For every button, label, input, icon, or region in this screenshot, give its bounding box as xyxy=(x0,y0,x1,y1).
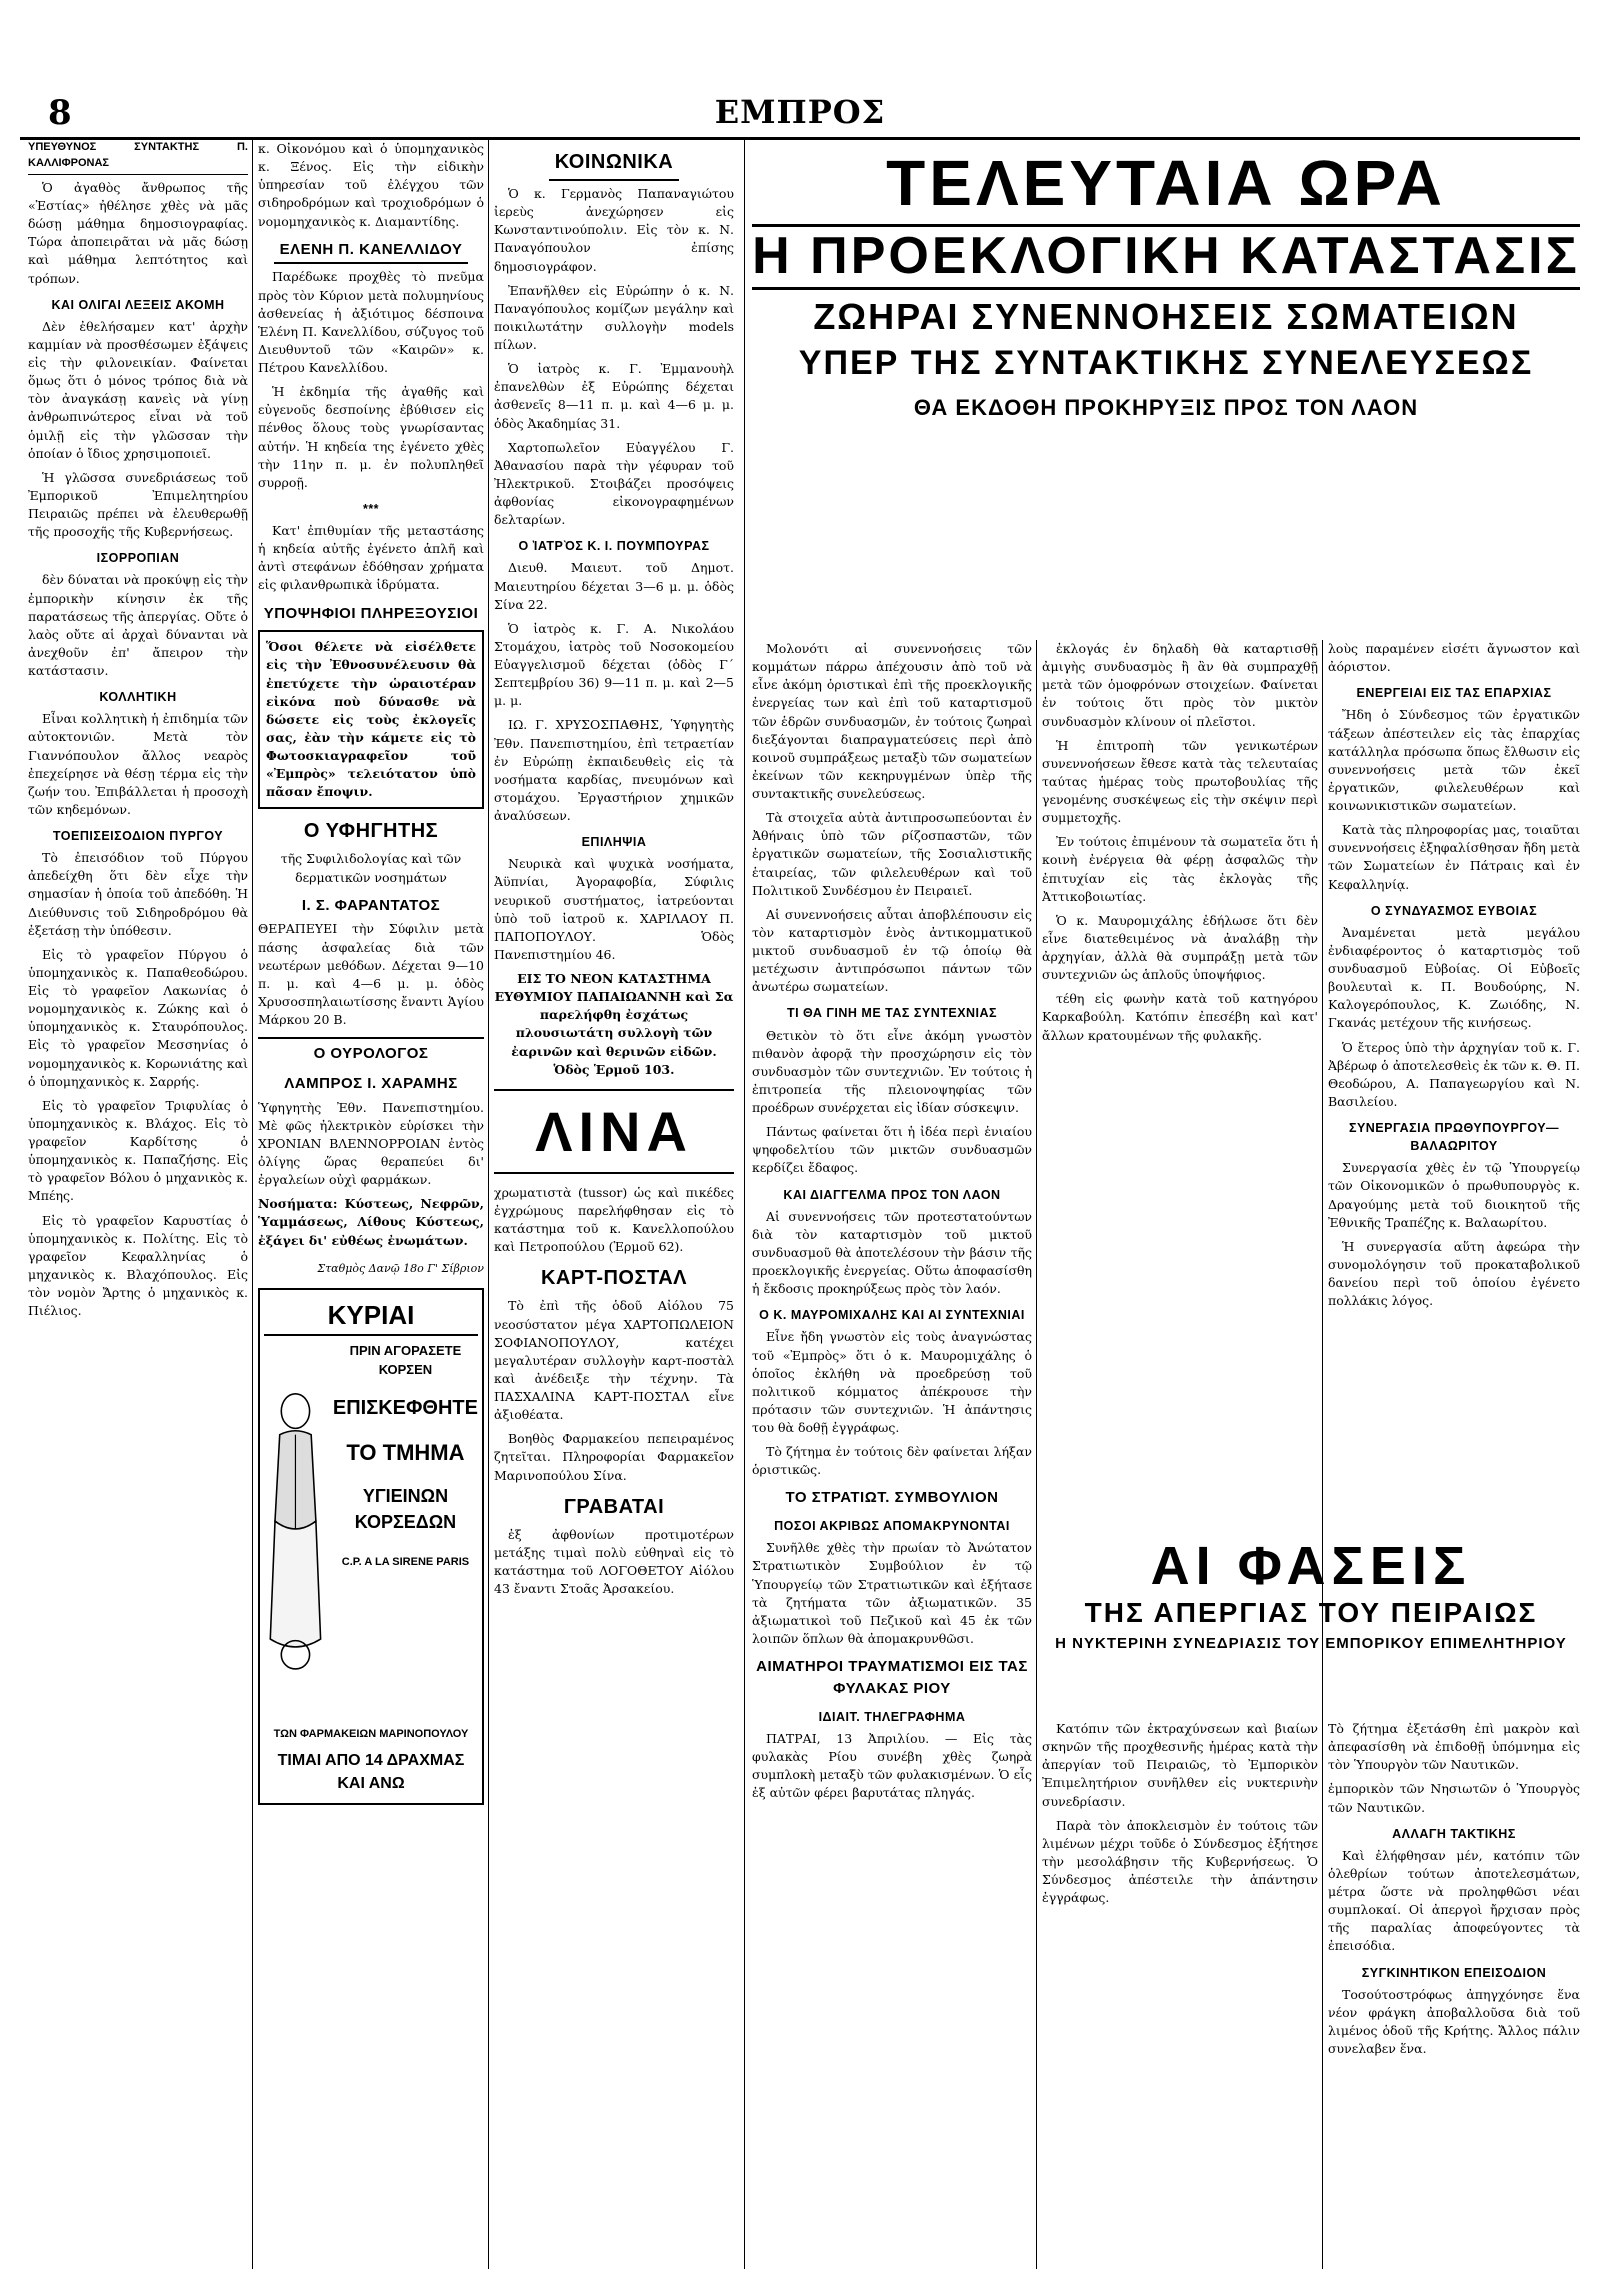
article-paragraph: Εἰς τὸ γραφεῖον Πύργου ὁ ὑπομηχανικὸς κ. Παπαθεοδώρου. Εἰς τὸ γραφεῖον Λακωνίας ὁ νομομηχανικὸς κ. Ζώκης καὶ ὁ ὑπομηχανικὸς κ. Σταυρόπουλος. Εἰς τὸ γραφεῖον Μεσσηνίας ὁ νομομηχανικὸς κ. Κορωνιάτης καὶ ὁ ὑπομηχανικὸς κ. Σαρρής. xyxy=(28,946,248,1089)
article-paragraph: Αἱ συνεννοήσεις τῶν προτεστατούντων διὰ τὸν καταρτισμὸν τοῦ μικτοῦ συνδυασμοῦ θὰ ἀποτελέσουν τὴν βάσιν τῆς προεκλογικῆς ἐνεργείας. Οὕτω ἀποφασίσθη ἡ ἔκδοσις προκηρύξεως πρὸς τὸν λαόν. xyxy=(752,1208,1032,1297)
article-paragraph: Παρὰ τὸν ἀποκλεισμὸν ἐν τούτοις τῶν λιμένων μέχρι τοῦδε ὁ Σύνδεσμος ἐξήτησε τὴν μεσολάβησιν τῆς Κυβερνήσεως. Ὁ Σύνδεσμος ἀπέστειλε τὴν ἀπάντησιν ἐγγράφως. xyxy=(1042,1817,1318,1906)
article-paragraph: χρωματιστὰ (tussor) ὡς καὶ πικέδες ἐγχρώμους παρελήφθησαν εἰς τὸ κατάστημα τοῦ κ. Κανελλοπούλου καὶ Πετροπούλου (Ἑρμοῦ 62). xyxy=(494,1184,734,1255)
ad-body xyxy=(264,1339,478,1719)
ad-box xyxy=(258,630,484,809)
article-paragraph: ἐκλογάς ἐν δηλαδὴ θὰ καταρτισθῇ ἀμιγὴς συνδυασμὸς ἢ ἂν θὰ συμπραχθῇ μετὰ τῶν ὁμοφρόνων στοιχείων. Φαίνεται ἐν τούτοις ὅτι πρὸς τὸν μικτὸν συνδυασμὸν κλίνουν οἱ πλεῖστοι. xyxy=(1042,641,1318,729)
article-paragraph: Ὁ ἀγαθὸς ἄνθρωπος τῆς «Ἑστίας» ἠθέλησε χθὲς νὰ μᾶς δώσῃ μάθημα δημοσιογραφίας. Τώρα ἀποπειρᾶται νὰ μᾶς δώσῃ καὶ μάθημα λεπτότητος καὶ τρόπων. xyxy=(28,179,248,286)
section-heading: ΣΥΝΕΡΓΑΣΙΑ ΠΡΩΘΥΠΟΥΡΓΟΥ—ΒΑΛΑΩΡΙΤΟΥ xyxy=(1348,1121,1560,1154)
section-heading xyxy=(258,239,484,265)
article-paragraph: Ἤδη ὁ Σύνδεσμος τῶν ἐργατικῶν τάξεων ἀπέστειλεν εἰς τὰς ἐπαρχίας κατάλληλα πρόσωπα ὅπως ἔλθωσιν εἰς συνεννοήσεις μετὰ τῶν ἐκεῖ ἐργατικῶν, φιλελευθέρων καὶ κοινωνικιστικῶν σωματείων. xyxy=(1328,707,1580,813)
section-heading: ΚΟΛΛΗΤΙΚΗ xyxy=(99,690,177,705)
article-paragraph: Κατ' ἐπιθυμίαν τῆς μεταστάσης ἡ κηδεία αὐτῆς ἐγένετο ἁπλῆ καὶ ἀντὶ στεφάνων ἐδόθησαν χρήματα εἰς φιλανθρωπικὰ ἱδρύματα. xyxy=(258,523,484,593)
section-heading: ΚΑΙ ΔΙΑΓΓΕΛΜΑ ΠΡΟΣ ΤΟΝ ΛΑΟΝ xyxy=(783,1187,1001,1202)
article-paragraph: Τοσούτοστρόφως ἀπηγχόνησε ἕνα νέον φράγκη ἀποβαλλοῦσα διὰ τοῦ λιμένος ὁδοῦ τῆς Κρήτης. Ἄλλος πάλιν συνελαβεν ἕνα. xyxy=(1328,1986,1580,2056)
section-heading: ΕΝΕΡΓΕΙΑΙ ΕΙΣ ΤΑΣ ΕΠΑΡΧΙΑΣ xyxy=(1356,686,1552,701)
ad-line: ΠΡΙΝ ΑΓΟΡΑΣΕΤΕ ΚΟΡΣΕΝ xyxy=(349,1343,462,1378)
article-paragraph: Συνεργασία χθὲς ἐν τῷ Ὑπουργείῳ τῶν Οἰκονομικῶν ὁ πρωθυπουργὸς κ. Δραγούμης μετὰ τοῦ διοικητοῦ τῆς Ἐθνικῆς Τραπέζης κ. Βαλαωρίτου. xyxy=(1328,1160,1580,1230)
article-paragraph: Ὑφηγητὴς Ἐθν. Πανεπιστημίου. Μὲ φῶς ἠλεκτρικὸν εὑρίσκει τὴν ΧΡΟΝΙΑΝ ΒΛΕΝΝΟΡΡΟΙΑΝ ἐντὸς ὀλίγης ὥρας θεραπεύει δι' ἐργαλείων οὐχὶ φαρμάκων. xyxy=(258,1099,484,1188)
ad-line: ΥΓΙΕΙΝΩΝ ΚΟΡΣΕΔΩΝ xyxy=(354,1485,457,1532)
article-paragraph: Ὁ κ. Μαυρομιχάλης ἐδήλωσε ὅτι δὲν εἶνε διατεθειμένος νὰ ἀναλάβῃ τὴν ἀρχηγίαν, ἀλλὰ θὰ συμπράξῃ μετὰ τῶν συντεχνιῶν ὡς ἁπλοῦς ὑποψήφιος. xyxy=(1042,912,1318,983)
article-paragraph: Ὁ ἰατρὸς κ. Γ. Ἐμμανουὴλ ἐπανελθὼν ἐξ Εὐρώπης δέχεται ἀσθενεῖς 8—11 π. μ. καὶ 4—6 μ. μ. ὁδὸς Ἀκαδημίας 31. xyxy=(494,361,734,431)
article-paragraph: ἐξ ἀφθονίων προτιμοτέρων μετάξης τιμαὶ πολὺ εὐθηναὶ εἰς τὸ κατάστημα τοῦ ΛΟΓΟΘΕΤΟΥ Αἰόλου 43 ἔναντι Στοᾶς Ἀρσακείου. xyxy=(494,1526,734,1597)
social-heading: ΚΟΙΝΩΝΙΚΑ xyxy=(549,148,680,181)
column-5-lower xyxy=(1042,1720,1318,2269)
article-paragraph: Παρέδωκε προχθὲς τὸ πνεῦμα πρὸς τὸν Κύριον μετὰ πολυμηνίους ἀσθενείας ἡ ἀξιότιμος δέσποινα Ἑλένη Π. Κανελλίδου, σύζυγος τοῦ Διευθυντοῦ τῶν «Καιρῶν» κ. Πέτρου Κανελλίδου. xyxy=(258,269,484,375)
doctor-name: ΛΑΜΠΡΟΣ Ι. ΧΑΡΑΜΗΣ xyxy=(284,1074,458,1092)
section-heading: ΙΣΟΡΡΟΠΙΑΝ xyxy=(96,551,180,566)
headline-line: ΥΠΕΡ ΤΗΣ ΣΥΝΤΑΚΤΙΚΗΣ ΣΥΝΕΛΕΥΣΕΩΣ xyxy=(798,344,1534,383)
article-paragraph: ἐμπορικὸν τῶν Νησιωτῶν ὁ Ὑπουργὸς τῶν Ναυτικῶν. xyxy=(1328,1781,1580,1815)
masthead xyxy=(20,95,1580,140)
section-heading: ΑΛΛΑΓΗ ΤΑΚΤΙΚΗΣ xyxy=(1392,1826,1516,1841)
article-paragraph: Τὸ ἐπεισόδιον τοῦ Πύργου ἀπεδείχθη ὅτι δὲν εἶχε τὴν σημασίαν ἡ ὁποία τοῦ ἀπεδόθη. Ἡ Διεύθυνσις τοῦ Σιδηροδρόμου θὰ ἐξετάσῃ τὴν ὑπόθεσιν. xyxy=(28,850,248,938)
headline-line: ΘΑ ΕΚΔΟΘΗ ΠΡΟΚΗΡΥΞΙΣ ΠΡΟΣ ΤΟΝ ΛΑΟΝ xyxy=(913,395,1419,421)
doctor-name: Ο ἸΑΤΡῸΣ Κ. Ι. ΠΟΥΜΠΟΥΡΑΣ xyxy=(518,539,710,554)
article-paragraph: Νοσήματα: Κύστεως, Νεφρῶν, Ὑαμμάσεως, Λίθους Κύστεως, ἐξάγει δι' εὐθέως ἐνωμάτων. xyxy=(258,1196,484,1248)
article-paragraph: ΙΩ. Γ. ΧΡΥΣΟΣΠΑΘΗΣ, Ὑφηγητὴς Ἐθν. Πανεπιστημίου, ἐπὶ τετραετίαν ἐν Εὐρώπῃ ἐκπαιδευθεὶς εἰς τὰ νοσήματα καρδίας, πνευμόνων καὶ στομάχου. Ἐργαστήριον χημικῶν ἀναλύσεων. xyxy=(494,717,734,823)
article-paragraph: Ὁ ἔτερος ὑπὸ τὴν ἀρχηγίαν τοῦ κ. Γ. Ἀβέρωφ ὁ ἀποτελεσθεὶς ἐκ τῶν κ. Θ. Π. Θεοδώρου, Α. Παπαγεωργίου καὶ Ν. Βασιλείου. xyxy=(1328,1039,1580,1109)
column-3 xyxy=(494,140,734,2269)
section-heading: Ο ΟΥΡΟΛΟΓΟΣ xyxy=(258,1037,484,1065)
section-heading xyxy=(494,148,734,181)
page-number: 8 xyxy=(48,93,72,133)
article-paragraph: ΠΑΤΡΑΙ, 13 Ἀπριλίου. — Εἰς τὰς φυλακὰς Ρίου συνέβη χθὲς ζωηρὰ συμπλοκὴ μεταξὺ τῶν φυλακισμένων. Ὁ εἷς ἐξ αὐτῶν φέρει βαρυτάτας πληγάς. xyxy=(752,1730,1032,1800)
article-paragraph: Ἡ συνεργασία αὕτη ἀφεώρα τὴν συνομολόγησιν τοῦ προκαταβολικοῦ δανείου περὶ τοῦ ὁποίου ἐγένετο πολλάκις λόγος. xyxy=(1328,1238,1580,1309)
obituary-heading: ΕΛΕΝΗ Π. ΚΑΝΕΛΛΙΔΟΥ xyxy=(274,239,469,265)
article-paragraph: Κατὰ τὰς πληροφορίας μας, τοιαῦται συνεννοήσεις ἐξηφαλίσθησαν ἤδη μετὰ τῶν Σωματείων ἐν Πάτραις καὶ ἐν Κεφαλληνίᾳ. xyxy=(1328,822,1580,892)
article-paragraph: Διευθ. Μαιευτ. τοῦ Δημοτ. Μαιευτηρίου δέχεται 3—6 μ. μ. ὁδὸς Σίνα 22. xyxy=(494,560,734,612)
article-paragraph: Μολονότι αἱ συνεννοήσεις τῶν κομμάτων πάρρω ἀπέχουσιν ἀπὸ τοῦ νὰ εἶνε ἀκόμη ὁριστικαὶ ἐπὶ τῆς προεκλογικῆς ἐνεργείας των καὶ ἐπὶ τοῦ καταρτισμοῦ τῶν ἑδρῶν συνδυασμῶν, ἐν τούτοις ζωηραὶ διεξάγονται διαπραγματεύσεις περὶ ἀπὸ κοινοῦ συμπράξεως μεταξὺ τῶν σωματείων ἐκείνων τῶν κεκηρυγμένων ὑπὲρ τῆς συντακτικῆς συνελεύσεως. xyxy=(752,641,1032,801)
main-headline xyxy=(752,140,1580,421)
article-paragraph: τῆς Συφιλιδολογίας καὶ τῶν δερματικῶν νοσημάτων xyxy=(280,851,462,885)
article-paragraph: Ὁ ἰατρὸς κ. Γ. Α. Νικολάου Στομάχου, ἰατρὸς τοῦ Νοσοκομείου Εὐαγγελισμοῦ δέχεται (ὁδὸς Γ΄ Σεπτεμβρίου 36) 9—11 π. μ. καὶ 2—5 μ. μ. xyxy=(494,620,734,709)
headline-line: ΖΩΗΡΑΙ ΣΥΝΕΝΝΟΗΣΕΙΣ ΣΩΜΑΤΕΙΩΝ xyxy=(813,296,1519,338)
section-heading: ΣΥΓΚΙΝΗΤΙΚΟΝ ΕΠΕΙΣΟΔΙΟΝ xyxy=(1361,1965,1547,1980)
section-heading: Ο ΥΦΗΓΗΤΗΣ xyxy=(303,820,439,843)
ad-line: ΕΠΙΣΚΕΦΘΗΤΕ xyxy=(332,1396,478,1419)
headline-line: ΑΙ ΦΑΣΕΙΣ xyxy=(1150,1536,1472,1596)
section-heading: ΤΙ ΘΑ ΓΙΝΗ ΜΕ ΤΑΣ ΣΥΝΤΕΧΝΙΑΣ xyxy=(786,1006,998,1021)
article-paragraph: Χαρτοπωλεῖον Εὐαγγέλου Γ. Ἀθανασίου παρὰ τὴν γέφυραν τοῦ Ἠλεκτρικοῦ. Στοιβάζει προσόψεις ἀφθονίας εἰκονογραφημένων δελταρίων. xyxy=(494,439,734,528)
section-subheading: ΠΟΣΟΙ ΑΚΡΙΒΩΣ ΑΠΟΜΑΚΡΥΝΟΝΤΑΙ xyxy=(774,1519,1010,1534)
article-paragraph: Ἡ ἐπιτροπὴ τῶν γενικωτέρων συνεννοήσεων ἔθεσε κατὰ τὰς τελευταίας ταύτας ἡμέρας τοὺς πρωτοβουλίας τῆς γενομένης συσκέψεως εἰς τὴν σκέψιν περὶ συμμετοχῆς. xyxy=(1042,737,1318,826)
article-paragraph: Θετικὸν τὸ ὅτι εἶνε ἀκόμη γνωστὸν πιθανὸν ἀφορᾷ τὴν προσχώρησιν εἰς τὸν συνδυασμὸν τῶν συντεχνιῶν. Ἐν τούτοις ἡ ἐπιτροπεία τῆς πλειονοψηφίας τῶν προέδρων συνέρχεται εἰς ἰδίαν σύσκεψιν. xyxy=(752,1027,1032,1115)
article-paragraph: δὲν δύναται νὰ προκύψῃ εἰς τὴν ἐμπορικὴν κίνησιν ἐκ τῆς παρατάσεως τῆς ἀπεργίας. Οὔτε ὁ λαὸς οὔτε αἱ ἀρχαὶ δύνανται νὰ ἀνεχθοῦν ἐπ' ἄπειρον τὴν κατάστασιν. xyxy=(28,572,248,678)
article-paragraph: Τὸ ἐπὶ τῆς ὁδοῦ Αἰόλου 75 νεοσύστατον μέγα ΧΑΡΤΟΠΩΛΕΙΟΝ ΣΟΦΙΑΝΟΠΟΥΛΟΥ, κατέχει μεγαλυτέραν συλλογὴν καρτ-ποστὰλ καὶ ἀνέδειξε τὴν τέχνην. Τὰ ΠΑΣΧΑΛΙΝΑ ΚΑΡΤ-ΠΟΣΤΑΛ εἶνε ἀξιοθέατα. xyxy=(494,1298,734,1423)
paper-name: ΕΜΠΡΟΣ xyxy=(714,93,886,131)
article-paragraph: κ. Οἰκονόμου καὶ ὁ ὑπομηχανικὸς κ. Ξένος. Εἰς τὴν εἰδικὴν ὑπηρεσίαν τοῦ ἐλέγχου τῶν σιδηροδρόμων καὶ τροχιοδρόμων ὁ νομομηχανικὸς κ. Διαμαντίδης. xyxy=(258,141,484,229)
article-paragraph: Ἡ γλῶσσα συνεδριάσεως τοῦ Ἐμπορικοῦ Ἐπιμελητηρίου Πειραιῶς πρέπει νὰ ἐλευθερωθῇ τῆς προσοχῆς τῆς Κυβερνήσεως. xyxy=(28,469,248,540)
headline-line: Η ΝΥΚΤΕΡΙΝΗ ΣΥΝΕΔΡΙΑΣΙΣ ΤΟΥ ΕΜΠΟΡΙΚΟΥ ΕΠΙΜΕΛΗΤΗΡΙΟΥ xyxy=(1055,1635,1567,1652)
column-1 xyxy=(28,140,248,2269)
section-heading: Ο Κ. ΜΑΥΡΟΜΙΧΑΛΗΣ ΚΑΙ ΑΙ ΣΥΝΤΕΧΝΙΑΙ xyxy=(759,1308,1025,1323)
section-heading: ΚΑΡΤ-ΠΟΣΤΑΛ xyxy=(540,1267,688,1290)
doctor-name: Ι. Σ. ΦΑΡΑΝΤΑΤΟΣ xyxy=(301,896,441,914)
article-paragraph: Συνῆλθε χθὲς τὴν πρωίαν τὸ Ἀνώτατον Στρατιωτικὸν Συμβούλιον ἐν τῷ Ὑπουργείῳ τῶν Στρατιωτικῶν καὶ ἐξήτασε τὰ ζητήματα τῶν ἀξιωματικῶν. 35 ἀξιωματικοὶ τοῦ Πεζικοῦ καὶ 45 ἐκ τῶν λοιπῶν ὅπλων θὰ ἀπομακρυνθῶσι. xyxy=(752,1540,1032,1646)
column-rule xyxy=(1036,640,1037,2269)
article-paragraph: ΘΕΡΑΠΕΥΕΙ τὴν Σύφιλιν μετὰ πάσης ἀσφαλείας διὰ τῶν νεωτέρων μεθόδων. Δέχεται 9—10 π. μ. καὶ 4—6 μ. μ. ὁδὸς Χρυσοσπηλαιωτίσσης ἔναντι Ἁγίου Μάρκου 20 Β. xyxy=(258,921,484,1027)
section-heading: ΑΙΜΑΤΗΡΟΙ ΤΡΑΥΜΑΤΙΣΜΟΙ ΕΙΣ ΤΑΣ ΦΥΛΑΚΑΣ ΡΙΟΥ xyxy=(756,1658,1028,1697)
ad-line: ΤΩΝ ΦΑΡΜΑΚΕΙΩΝ ΜΑΡΙΝΟΠΟΥΛΟΥ xyxy=(273,1728,469,1741)
column-rule xyxy=(1322,640,1323,2269)
article-paragraph: Τὸ ζήτημα ἐξετάσθη ἐπὶ μακρὸν καὶ ἀπεφασίσθη νὰ ἐπιδοθῇ ὑπόμνημα εἰς τὸν Ὑπουργὸν τῶν Ναυτικῶν. xyxy=(1328,1721,1580,1773)
ad-line: ΤΙΜΑΙ ΑΠΟ 14 ΔΡΑΧΜΑΣ ΚΑΙ ΑΝΩ xyxy=(277,1752,465,1793)
corset-ad xyxy=(258,1288,484,1805)
article-paragraph: Ἀναμένεται μετὰ μεγάλου ἐνδιαφέροντος ὁ καταρτισμὸς τοῦ συνδυασμοῦ Εὐβοίας. Οἱ Εὐβοεῖς βουλευταὶ κ. Π. Βουδούρης, Ν. Καλογερόπουλος, Κ. Ζωιόδης, Ν. Γκανάς μετέχουν τῆς κινήσεως. xyxy=(1328,924,1580,1031)
section-heading: ΓΡΑΒΑΤΑΙ xyxy=(563,1495,665,1518)
article-paragraph: Τὸ ζήτημα ἐν τούτοις δὲν φαίνεται λήξαν ὁριστικῶς. xyxy=(752,1444,1032,1478)
article-paragraph: τέθη εἰς φωνὴν κατὰ τοῦ κατηγόρου Καρκαβούλη. Κατόπιν ἐπεσέβη καὶ κατ' ἄλλων κρατουμένων τῆς φυλακῆς. xyxy=(1042,991,1318,1043)
article-paragraph: Νευρικὰ καὶ ψυχικὰ νοσήματα, Ἀϋπνίαι, Ἀγοραφοβία, Σύφιλις νευρικοῦ συστήματος, ἰατρεύονται ὑπὸ τοῦ ἰατροῦ κ. ΧΑΡΙΛΑΟΥ Π. ΠΑΠΟΠΟΥΛΟΥ. Ὁδὸς Πανεπιστημίου 46. xyxy=(494,856,734,962)
column-2 xyxy=(258,140,484,2269)
separator-stars: *** xyxy=(362,501,380,516)
section-heading: ΤΟΕΠΙΣΕΙΣΟΔΙΟΝ ΠΥΡΓΟΥ xyxy=(52,829,224,843)
corset-illustration xyxy=(264,1339,327,1719)
column-4 xyxy=(752,640,1032,2269)
strike-headline xyxy=(1042,1535,1580,1652)
article-paragraph: Καὶ ἐλήφθησαν μέν, κατόπιν τῶν ὁλεθρίων τούτων ἀποτελεσμάτων, μέτρα ὥστε νὰ προληφθῶσι νέαι συμπλοκαί. Οἱ ἀπεργοὶ ἤρχισαν πρὸς τῆς παραλίας ἀποφεύγοντες τὰ ἐπεισόδια. xyxy=(1328,1847,1580,1954)
article-paragraph: Βοηθὸς Φαρμακείου πεπειραμένος ζητεῖται. Πληροφορίαι Φαρμακεῖον Μαρινοπούλου Σίνα. xyxy=(494,1431,734,1483)
ad-headline: ΛΙΝΑ xyxy=(494,1089,734,1174)
article-paragraph: Δὲν ἐθελήσαμεν κατ' ἀρχὴν καμμίαν νὰ προσθέσωμεν ἐξάψεις εἰς τὴν φιλονεικίαν. Φαίνεται ὅμως ὅτι ὁ μόνος τρόπος διὰ νὰ τὸν ἀναγκάσῃ κανεὶς νὰ γίνῃ ἀνθρωπινώτερος εἶναι νὰ τοῦ ὁμιλῇ εἰς τὴν γλῶσσαν τὴν ὁποίαν ὁ ἴδιος χρησιμοποιεῖ. xyxy=(28,318,248,461)
headline-line: ΤΕΛΕΥΤΑΙΑ ΩΡΑ xyxy=(886,147,1446,219)
article-paragraph: Πάντως φαίνεται ὅτι ἡ ἰδέα περὶ ἑνιαίου ψηφοδελτίου τῶν μικτῶν συνδυασμῶν κερδίζει ἔδαφος. xyxy=(752,1124,1032,1176)
article-paragraph: Εἶναι κολλητικὴ ἡ ἐπιδημία τῶν αὐτοκτονιῶν. Μετὰ τὸν Γιαννόπουλον ἄλλος νεαρὸς ἐπεχείρησε νὰ θέσῃ τέρμα εἰς τὴν ζωήν του. Ἐπιβάλλεται ἡ προσοχὴ τῶν κηδεμόνων. xyxy=(28,711,248,817)
column-rule xyxy=(744,140,745,2269)
article-paragraph: Ἡ ἐκδημία τῆς ἀγαθῆς καὶ εὐγενοῦς δεσποίνης ἐβύθισεν εἰς πένθος ὅλους τοὺς γνωρίσαντας αὐτήν. Ἡ κηδεία της ἐγένετο χθὲς τὴν 11ην π. μ. ἐν πολυπληθεῖ συρροῇ. xyxy=(258,384,484,490)
article-paragraph: λοὺς παραμένεν εἰσέτι ἄγνωστον καὶ ἀόριστον. xyxy=(1328,641,1580,675)
column-rule xyxy=(488,140,489,2269)
article-paragraph: Εἶνε ἤδη γνωστὸν εἰς τοὺς ἀναγνώστας τοῦ «Ἐμπρὸς» ὅτι ὁ κ. Μαυρομιχάλης ὁ ὁποῖος ἐκλήθη νὰ προεδρεύσῃ τοῦ πολιτικοῦ κόμματος ἀπέκρουσε τὴν πρότασιν τῶν συντεχνιῶν. Ἡ ἀπάντησις του θὰ δοθῇ ἐγγράφως. xyxy=(752,1329,1032,1435)
article-paragraph: Ὁ κ. Γερμανὸς Παπαναγιώτου ἰερεὺς ἀνεχώρησεν εἰς Κωνσταντινούπολιν. Εἰς τὸν κ. Ν. Παναγόπουλον ἐπίσης δημοσιογράφον. xyxy=(494,186,734,274)
section-heading: ΕΠΙΛΗΨΙΑ xyxy=(581,835,647,850)
ad-text: Ὅσοι θέλετε νὰ εἰσέλθετε εἰς τὴν Ἐθνοσυνέλευσιν θὰ ἐπετύχετε τὴν ὡραιοτέραν εἰκόνα ποὺ δύνασθε νὰ δώσετε εἰς τοὺς ἐκλογεῖς σας, ἐὰν τὴν κάμετε εἰς τὸ Φωτοσκιαγραφεῖον τοῦ «Ἐμπρὸς» τελειότατον ὑπὸ πᾶσαν ἔποψιν. xyxy=(266,639,476,800)
article-paragraph: Κατόπιν τῶν ἐκτραχύνσεων καὶ βιαίων σκηνῶν τῆς προχθεσινῆς ἡμέρας κατὰ τὴν ἀπεργίαν τοῦ Πειραιῶς, τὸ Ἐμπορικὸν Ἐπιμελητήριον συνῆλθεν εἰς νυκτερινὴν συνεδρίασιν. xyxy=(1042,1721,1318,1809)
article-paragraph: ΕΙΣ ΤΟ ΝΕΟΝ ΚΑΤΑΣΤΗΜΑ ΕΥΘΥΜΙΟΥ ΠΑΠΑΙΩΑΝΝΗ καὶ Σα παρελήφθη ἐσχάτως πλουσιωτάτη συλλογὴ τῶν ἐαρινῶν καὶ θερινῶν εἰδῶν. Ὁδὸς Ἑρμοῦ 103. xyxy=(494,971,734,1077)
editor-credit: ΥΠΕΥΘΥΝΟΣ ΣΥΝΤΑΚΤΗΣ Π. ΚΑΛΛΙΦΡΟΝΑΣ xyxy=(28,140,248,175)
headline-line: ΤΗΣ ΑΠΕΡΓΙΑΣ ΤΟΥ ΠΕΙΡΑΙΩΣ xyxy=(1084,1597,1538,1628)
column-6-lower xyxy=(1328,1720,1580,2269)
ad-logo: C.P. A LA SIRENE PARIS xyxy=(341,1556,470,1569)
section-heading: ΥΠΟΨΗΦΙΟΙ ΠΛΗΡΕΞΟΥΣΙΟΙ xyxy=(263,604,479,622)
section-subheading: ΙΔΙΑΙΤ. ΤΗΛΕΓΡΑΦΗΜΑ xyxy=(818,1709,966,1724)
ad-line: ΤΟ ΤΜΗΜΑ xyxy=(346,1439,465,1465)
section-heading: ΚΑΙ ΟΛΙΓΑΙ ΛΕΞΕΙΣ ΑΚΟΜΗ xyxy=(51,297,225,312)
section-heading: ΤΟ ΣΤΡΑΤΙΩΤ. ΣΥΜΒΟΥΛΙΟΝ xyxy=(785,1489,999,1507)
section-heading: Ο ΣΥΝΔΥΑΣΜΟΣ ΕΥΒΟΙΑΣ xyxy=(1370,903,1538,918)
article-paragraph: Ἐν τούτοις ἐπιμένουν τὰ σωματεῖα ὅτι ἡ κοινὴ ἐνέργεια θὰ φέρῃ ἀσφαλῶς τὴν ἐπιτυχίαν εἰς τὰς ἐκλογὰς τῆς Ἀττικοβοιωτίας. xyxy=(1042,834,1318,904)
column-rule xyxy=(252,140,253,2269)
ad-title: ΚΥΡΙΑΙ xyxy=(264,1297,478,1337)
article-paragraph: Τὰ στοιχεῖα αὐτὰ ἀντιπροσωπεύονται ἐν Ἀθήναις ὑπὸ τῶν ρίζοσπαστῶν, τῶν ἐργατικῶν σωματείων, τῆς Σοσιαλιστικῆς ἑταιρείας, τῶν φιλελευθέρων καὶ τοῦ Πολιτικοῦ Συνδέσμου ἐν Πειραιεῖ. xyxy=(752,810,1032,898)
headline-line: Η ΠΡΟΕΚΛΟΓΙΚΗ ΚΑΤΑΣΤΑΣΙΣ xyxy=(752,224,1580,290)
address-line: Σταθμὸς Δανῷ 18ο Γ' Σίβριον xyxy=(317,1261,484,1275)
article-paragraph: Ἐπανῆλθεν εἰς Εὐρώπην ὁ κ. Ν. Παναγόπουλος κομίζων μεγάλην καὶ ποικιλωτάτην συλλογὴν models πίλων. xyxy=(494,282,734,352)
article-paragraph: Αἱ συνεννοήσεις αὗται ἀποβλέπουσιν εἰς τὸν καταρτισμὸν ἑνὸς ἀντικομματικοῦ μικτοῦ συνδυασμοῦ ἐν τῷ ὁποίῳ θὰ μετέχωσιν ἀντιπρόσωποι πάντων τῶν ἀνωτέρω σωματείων. xyxy=(752,906,1032,995)
article-paragraph: Εἰς τὸ γραφεῖον Τριφυλίας ὁ ὑπομηχανικὸς κ. Βλάχος. Εἰς τὸ γραφεῖον Καρδίτσης ὁ ὑπομηχανικὸς κ. Παπαζήσης. Εἰς τὸ γραφεῖον Βόλου ὁ μηχανικὸς κ. Μπέης. xyxy=(28,1097,248,1204)
article-paragraph: Εἰς τὸ γραφεῖον Καρυστίας ὁ ὑπομηχανικὸς κ. Πολίτης. Εἰς τὸ γραφεῖον Κεφαλληνίας ὁ μηχανικὸς κ. Βλαχόπουλος. Εἰς τὸν νομὸν Ἄρτης ὁ μηχανικὸς κ. Πιέλιος. xyxy=(28,1212,248,1319)
